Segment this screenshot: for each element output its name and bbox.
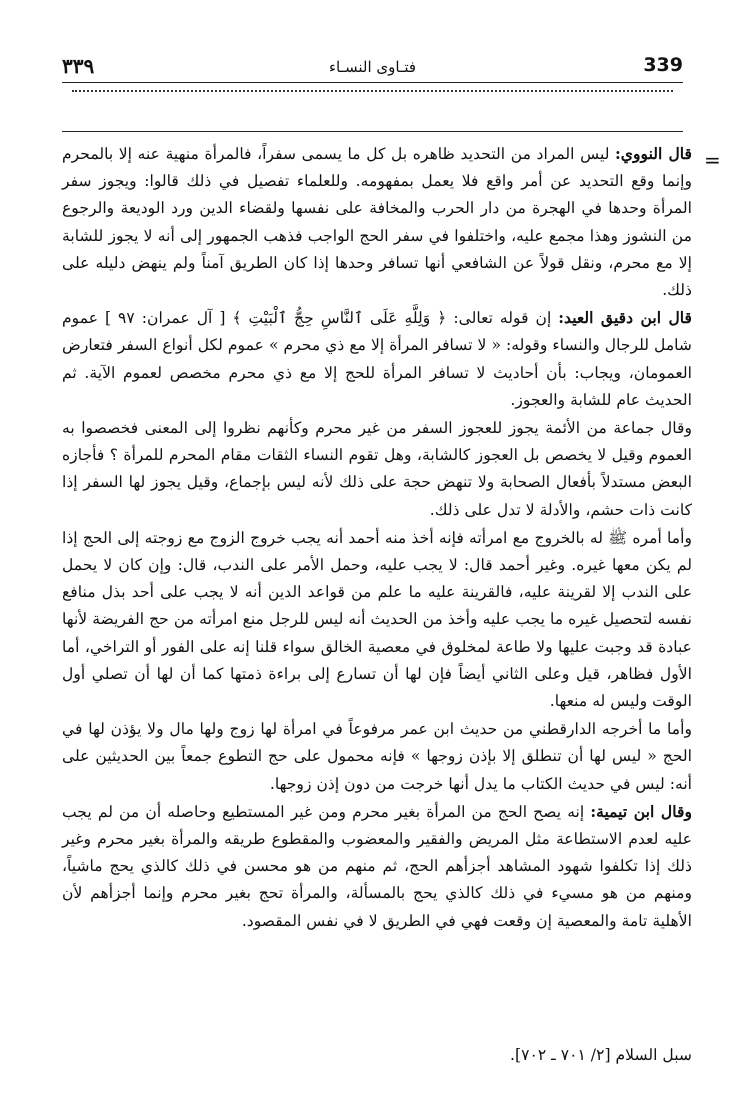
paragraph-amr <box>62 524 692 715</box>
paragraph-text: وأما ما أخرجه الدارقطني من حديث ابن عمر مرفوعاً في امرأة لها زوج ولها مال ولا يؤذن لها في الحج « ليس لها أن تنطلق إلا بإذن زوجها » فإنه محمول على حج التطوع جمعاً بين الحديثين على أنه: ليس في حديث الكتاب ما يدل أنها خرجت من دون إذن زوجها. <box>62 720 692 793</box>
page-header <box>62 50 683 80</box>
paragraph-ibn-taymiyya <box>62 798 692 935</box>
body-text <box>62 140 692 935</box>
paragraph-text: وأما أمره ﷺ له بالخروج مع امرأته فإنه أخذ منه أحمد أنه يجب خروج الزوج مع زوجته إلى الحج إذا لم يكن معها غيره. وغير أحمد قال: لا يجب عليه، وحمل الأمر على الندب، قال: وإن كان لا يحمل على الندب إلا لقرينة عليه، فالقرينة عليه ما علم من قواعد الدين أنه لا يجب على أحد بذل منافع نفسه لتحصيل غيره ما يجب عليه وأخذ من الحديث أنه ليس للرجل منع امرأته من حج الفريضة لأنها عبادة قد وجبت عليها ولا طاعة لمخلوق في معصية الخالق سواء قلنا إنه على الفور أو التراخي، أما الأول فظاهر، قيل وعلى الثاني أيضاً فإن لها أن تسارع إلى براءة ذمتها كما أن لها أن تصلي أول الوقت وليس له منعها. <box>62 528 692 711</box>
page-number-arabic: ٣٣٩ <box>62 54 95 78</box>
paragraph-text: ليس المراد من التحديد ظاهره بل كل ما يسمى سفراً، فالمرأة منهية عنه إلا بالمحرم وإنما وقع التحديد عن أمر واقع فلا يعمل بمفهومه. وللعلماء تفصيل في ذلك قالوا: ويجوز سفر المرأة وحدها في الهجرة من دار الحرب والمخافة على نفسها ولقضاء الدين ورد الوديعة والرجوع من النشوز وهذا مجمع عليه، واختلفوا في سفر الحج الواجب فذهب الجمهور إلى أنه لا يجوز للشابة إلا مع محرم، ونقل قولاً عن الشافعي أنها تسافر وحدها إذا كان الطريق آمناً ولم ينهض دليله على ذلك. <box>62 145 692 300</box>
source-citation: سبل السلام [٢/ ٧٠١ ـ ٧٠٢]. <box>510 1046 692 1064</box>
paragraph-text: إنه يصح الحج من المرأة بغير محرم ومن غير المستطيع وحاصله أن من لم يجب عليه لعدم الاستطاعة مثل المريض والفقير والمعضوب والمقطوع طريقه والمرأة بغير محرم وغير ذلك إذا تكلفوا شهود المشاهد أجزأهم الحج، ثم منهم من هو محسن في ذلك كالذي يحج ماشياً، ومنهم من هو مسيء في ذلك كالذي يحج بالمسألة، والمرأة تحج بغير محرم وإنما أجزأهم لأن الأهلية تامة والمعصية إن وقعت فهي في الطريق لا في نفس المقصود. <box>62 802 692 930</box>
speaker-label: قال النووي: <box>615 144 692 163</box>
paragraph-daraqutni <box>62 715 692 798</box>
paragraph-aimma <box>62 414 692 524</box>
paragraph-text: وقال جماعة من الأئمة يجوز للعجوز السفر من غير محرم وكأنهم نظروا إلى المعنى فخصصوا به العموم وقيل لا يخصص بل العجوز كالشابة، وهل تقوم النساء الثقات مقام المحرم للمرأة ؟ فأجازه البعض مستدلاً بأفعال الصحابة ولا تنهض حجة على ذلك لأنه ليس بإجماع، وقيل يجوز لها السفر إذا كانت ذات حشم، والأدلة لا تدل على ذلك. <box>62 419 692 519</box>
running-title: فتـاوى النسـاء <box>328 58 417 76</box>
paragraph-nawawi <box>62 140 692 304</box>
dotted-separator <box>72 90 673 92</box>
continuation-marker: = <box>704 148 721 172</box>
page-number-latin: 339 <box>643 54 683 76</box>
header-rule <box>62 82 683 83</box>
paragraph-ibn-daqiq <box>62 304 692 414</box>
paragraph-text: إن قوله تعالى: ﴿ وَلِلَّهِ عَلَى ٱلنَّاسِ حِجُّ ٱلْبَيْتِ ﴾ [ آل عمران: ٩٧ ] عموم شامل للرجال والنساء وقوله: « لا تسافر المرأة إلا مع ذي محرم » عموم لكل أنواع السفر فتعارض العمومان، ويجاب: بأن أحاديث لا تسافر المرأة للحج إلا مع ذي محرم مخصص لعموم الآية. ثم الحديث عام للشابة والعجوز. <box>62 309 692 409</box>
footnote-rule <box>62 131 683 132</box>
speaker-label: قال ابن دقيق العيد: <box>558 308 692 328</box>
speaker-label: وقال ابن تيمية: <box>590 801 692 821</box>
